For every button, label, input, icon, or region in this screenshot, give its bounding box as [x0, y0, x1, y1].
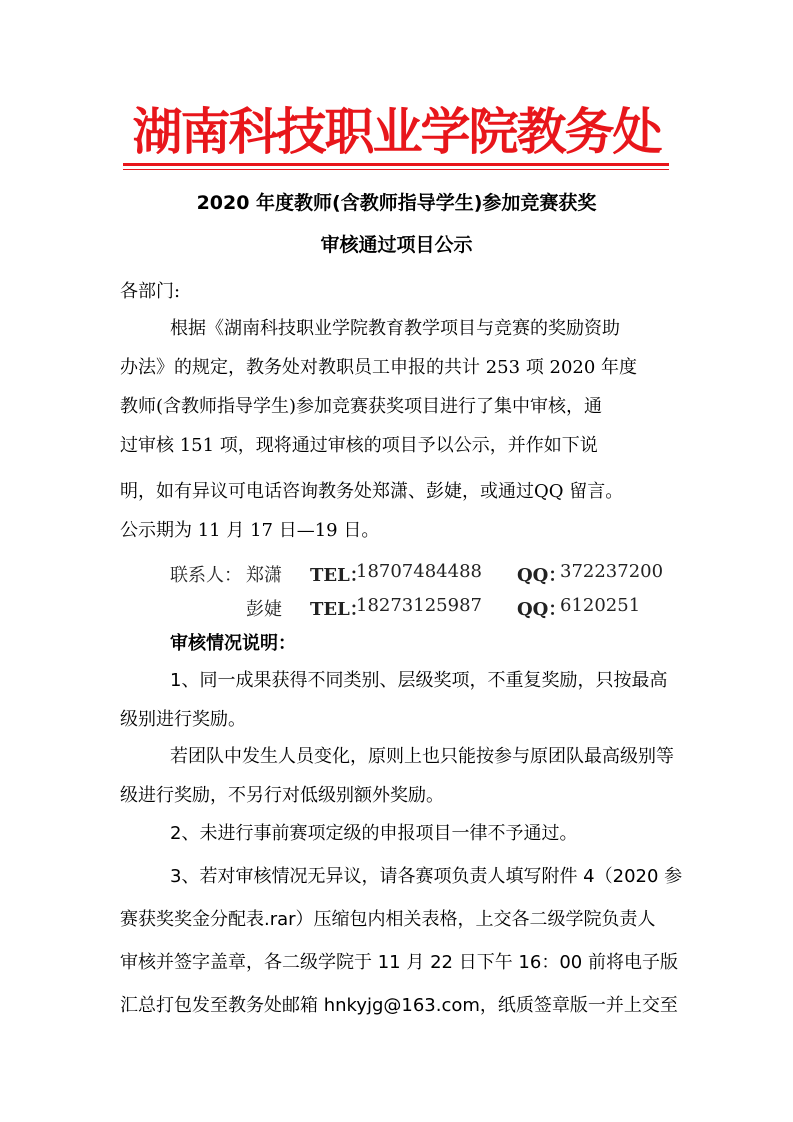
item1-note-line1: 若团队中发生人员变化，原则上也只能按参与原团队最高级别等 [170, 746, 674, 767]
contact-qq: 372237200 [560, 561, 664, 582]
doc-title-line2: 审核通过项目公示 [320, 234, 473, 256]
item3-line3: 审核并签字盖章，各二级学院于 11 月 22 日下午 16：00 前将电子版 [120, 952, 678, 973]
header-rule-thin [123, 169, 669, 170]
item3-line1: 3、若对审核情况无异议，请各赛项负责人填写附件 4（2020 参 [170, 866, 683, 887]
para1-line4: 过审核 151 项，现将通过审核的项目予以公示，并作如下说 [120, 435, 598, 456]
contact-label: 联系人： [170, 565, 242, 586]
item1-line2: 级别进行奖励。 [120, 709, 246, 730]
section-heading: 审核情况说明： [170, 633, 296, 654]
para1-line2: 办法》的规定，教务处对教职员工申报的共计 253 项 2020 年度 [120, 357, 638, 378]
contact-qq-label: QQ： [517, 565, 567, 586]
item2: 2、未进行事前赛项定级的申报项目一律不予通过。 [170, 823, 578, 844]
contact-qq: 6120251 [560, 595, 641, 616]
para1-line1: 根据《湖南科技职业学院教育教学项目与竞赛的奖励资助 [170, 318, 620, 339]
item1-line1: 1、同一成果获得不同类别、层级奖项，不重复奖励，只按最高 [170, 670, 668, 691]
contact-qq-label: QQ： [517, 599, 567, 620]
para1-line6: 公示期为 11 月 17 日—19 日。 [120, 520, 380, 541]
org-title: 湖南科技职业学院教务处 [132, 102, 661, 161]
para1-line5: 明，如有异议可电话咨询教务处郑潇、彭婕，或通过QQ 留言。 [120, 481, 624, 502]
item3-line2: 赛获奖奖金分配表.rar）压缩包内相关表格，上交各二级学院负责人 [120, 909, 656, 930]
item1-note-line2: 级进行奖励，不另行对低级别额外奖励。 [120, 785, 444, 806]
header-rule-thick [123, 163, 669, 166]
item3-line4: 汇总打包发至教务处邮箱 hnkyjg@163.com，纸质签章版一并上交至 [120, 995, 678, 1016]
contact-tel: 18273125987 [356, 595, 482, 616]
contact-tel-label: TEL： [310, 599, 368, 620]
contact-name: 郑潇 [246, 565, 282, 586]
doc-title-line1: 2020 年度教师(含教师指导学生)参加竞赛获奖 [196, 192, 597, 214]
para1-line3: 教师(含教师指导学生)参加竞赛获奖项目进行了集中审核，通 [120, 396, 603, 417]
contact-tel-label: TEL： [310, 565, 368, 586]
contact-tel: 18707484488 [356, 561, 482, 582]
salutation: 各部门: [120, 281, 181, 302]
contact-name: 彭婕 [246, 599, 282, 620]
